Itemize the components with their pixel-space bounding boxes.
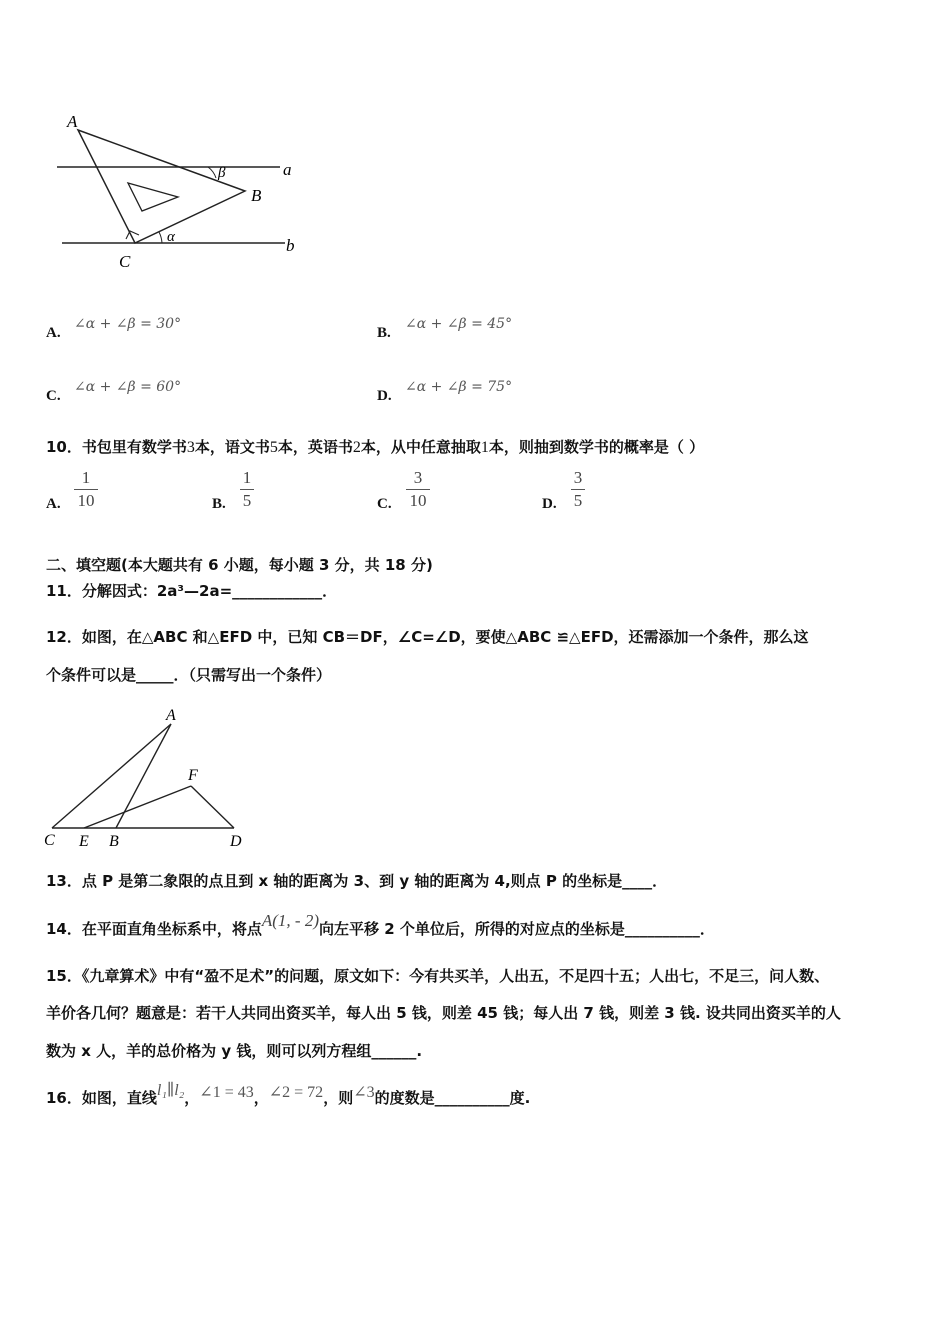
- label-beta: β: [218, 165, 226, 181]
- q12-line2: 个条件可以是_____．（只需写出一个条件）: [46, 666, 332, 684]
- fraction-bar: [406, 489, 430, 490]
- section-heading: 二、填空题(本大题共有 6 小题，每小题 3 分，共 18 分): [46, 556, 433, 574]
- q9-option-d: [377, 385, 392, 405]
- q14-post: 向左平移 2 个单位后，所得的对应点的坐标是__________．: [319, 920, 715, 938]
- fraction-denominator: 10: [409, 491, 427, 510]
- q9-option-b: [377, 322, 391, 342]
- segment-FD: [191, 786, 234, 828]
- q14-point: A(1, - 2): [261, 911, 320, 930]
- label-A: A: [67, 112, 78, 131]
- triangles-abc-efd-figure: [38, 700, 258, 855]
- q13-text: 13．点 P 是第二象限的点且到 x 轴的距离为 3、到 y 轴的距离为 4,则点 P 的坐标是____．: [46, 872, 668, 890]
- option-label: D.: [377, 388, 392, 404]
- label-E: E: [79, 833, 89, 850]
- q15-line3: 数为 x 人，羊的总价格为 y 钱，则可以列方程组______.: [46, 1042, 423, 1060]
- option-label: B.: [377, 325, 391, 341]
- set-square-inner: [128, 183, 178, 211]
- fraction-bar: [240, 489, 254, 490]
- label-F: F: [188, 767, 198, 784]
- q14-pre: 14．在平面直角坐标系中，将点: [46, 920, 262, 938]
- label-C: C: [119, 252, 131, 271]
- q9-option-d-expr: ∠α + ∠β = 75°: [405, 379, 513, 395]
- q14-line: [46, 911, 715, 939]
- q10-stem-d: 本，从中任意抽取: [360, 438, 481, 456]
- label-alpha: α: [167, 229, 175, 245]
- q10-option-c-fraction: [406, 468, 430, 511]
- q9-option-a: [46, 322, 61, 342]
- q9-option-b-expr: ∠α + ∠β = 45°: [405, 316, 513, 332]
- fraction-bar: [74, 489, 98, 490]
- fraction-denominator: 5: [242, 491, 252, 510]
- q16-mid: ，则: [323, 1089, 354, 1107]
- q16-line: [46, 1082, 531, 1108]
- q10-stem-c: 本，英语书: [277, 438, 353, 456]
- q10-option-a-label: A.: [46, 496, 61, 512]
- q10-num-english: 2: [352, 439, 361, 456]
- set-square-outer: [78, 130, 245, 243]
- label-line-a: a: [283, 160, 292, 179]
- fraction-denominator: 5: [573, 491, 583, 510]
- q10-num-chinese: 5: [269, 439, 278, 456]
- q10-stem-b: 本，语文书: [194, 438, 270, 456]
- q10-option-a-fraction: [74, 468, 98, 511]
- q15-line1: 15．《九章算术》中有“盈不足术”的问题，原文如下：今有共买羊，人出五，不足四十五；人出七，不足三，问人数、: [46, 967, 830, 985]
- q11-text: 11．分解因式：2a³—2a=____________．: [46, 582, 338, 600]
- q16-pre: 16．如图，直线: [46, 1089, 157, 1107]
- q10-stem-a: 10．书包里有数学书: [46, 438, 187, 456]
- q16-sep1: ，: [184, 1089, 200, 1107]
- fraction-numerator: 3: [413, 468, 423, 487]
- label-D: D: [230, 833, 242, 850]
- alpha-arc: [159, 232, 162, 243]
- q16-angle1: ∠1 = 43: [199, 1084, 254, 1101]
- segment-EF: [84, 786, 191, 828]
- q10-stem: [46, 436, 704, 457]
- q9-option-c-expr: ∠α + ∠β = 60°: [74, 379, 182, 395]
- beta-arc: [208, 167, 216, 178]
- q10-num-math: 3: [186, 439, 195, 456]
- q12-line1: 12．如图，在△ABC 和△EFD 中，已知 CB＝DF，∠C=∠D，要使△ABC ≌△EFD，还需添加一个条件，那么这: [46, 628, 809, 646]
- q15-line2: 羊价各几何？题意是：若干人共同出资买羊，每人出 5 钱，则差 45 钱；每人出 7 钱，则差 3 钱. 设共同出资买羊的人: [46, 1004, 841, 1022]
- q10-option-c-label: C.: [377, 496, 392, 512]
- q16-post: 的度数是__________度.: [374, 1089, 531, 1107]
- q9-option-a-expr: ∠α + ∠β = 30°: [74, 316, 182, 332]
- q10-option-b-fraction: [240, 468, 254, 511]
- fraction-numerator: 1: [242, 468, 252, 487]
- label-A: A: [166, 707, 176, 724]
- q10-num-draw: 1: [480, 439, 489, 456]
- q10-option-d-label: D.: [542, 496, 557, 512]
- q16-sep2: ，: [253, 1089, 269, 1107]
- triangle-parallel-lines-figure: [40, 105, 310, 280]
- label-B: B: [251, 186, 262, 205]
- option-label: A.: [46, 325, 61, 341]
- q16-angle3: ∠3: [353, 1084, 375, 1101]
- label-line-b: b: [286, 236, 295, 255]
- q9-option-c: [46, 385, 61, 405]
- q10-stem-e: 本，则抽到数学书的概率是（ ）: [488, 438, 705, 456]
- fraction-bar: [571, 489, 585, 490]
- label-B: B: [109, 833, 119, 850]
- fraction-denominator: 10: [77, 491, 95, 510]
- fraction-numerator: 1: [81, 468, 91, 487]
- q10-option-b-label: B.: [212, 496, 226, 512]
- q10-option-d-fraction: [571, 468, 585, 511]
- label-C: C: [44, 832, 55, 849]
- fraction-numerator: 3: [573, 468, 583, 487]
- q16-parallel: l₁∥l₂: [156, 1082, 185, 1099]
- q16-angle2: ∠2 = 72: [268, 1084, 324, 1101]
- option-label: C.: [46, 388, 61, 404]
- segment-CA: [52, 724, 171, 828]
